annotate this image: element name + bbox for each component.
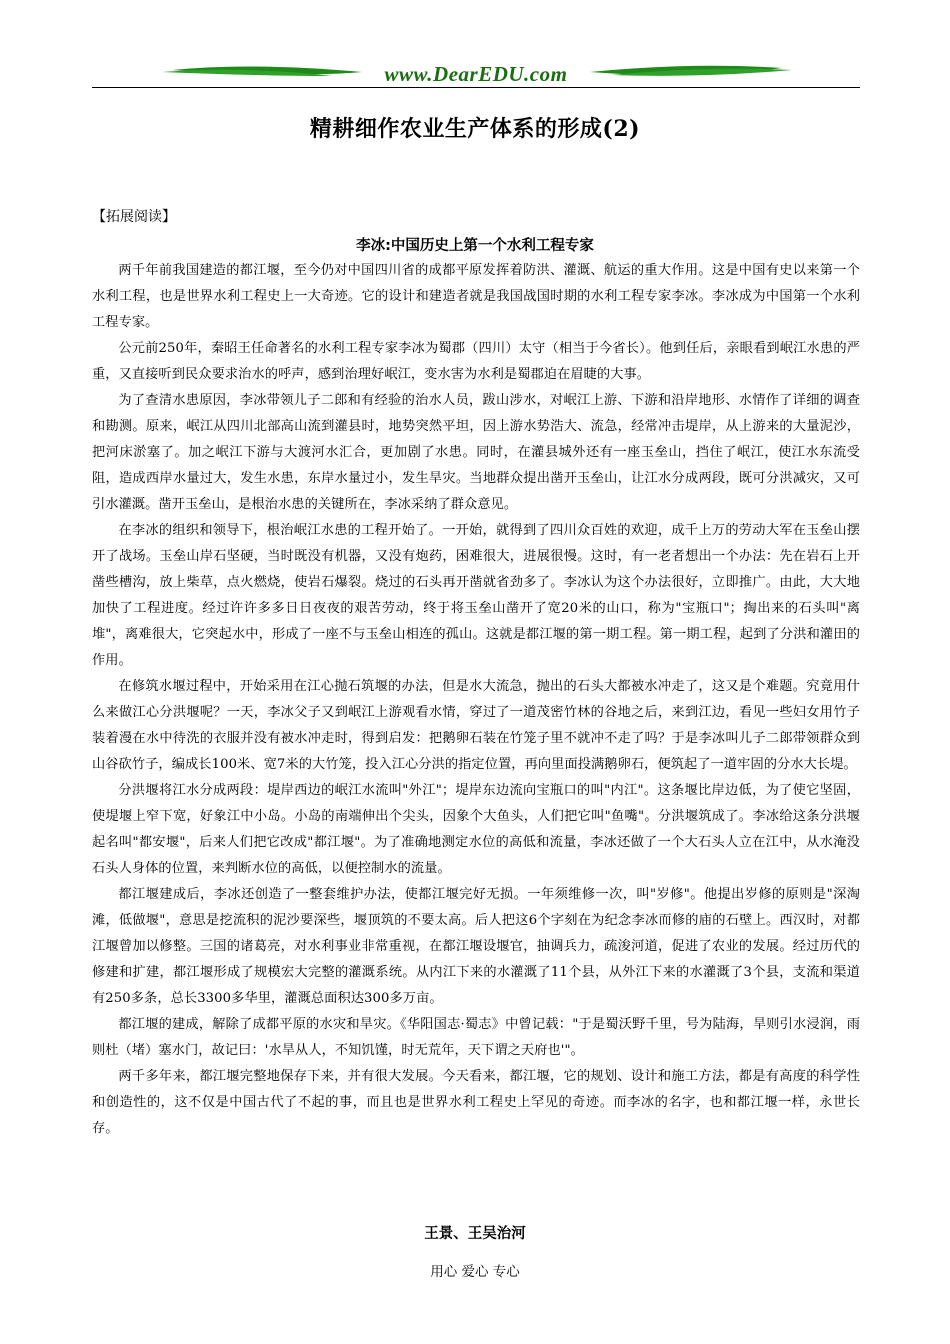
next-section-heading: 王景、王吴治河 <box>424 1226 526 1242</box>
paragraph: 为了查清水患原因，李冰带领儿子二郎和有经验的治水人员，跋山涉水，对岷江上游、下游和沿岸地形、水情作了详细的调查和勘测。原来，岷江从四川北部高山流到灌县时，地势突然平坦，因上游水势浩大、流急，经常冲击堤岸，从上游来的大量泥沙，把河床淤塞了。加之岷江下游与大渡河水汇合，更加剧了水患。同时，在灌县城外还有一座玉垒山，挡住了岷江，使江水东流受阻，造成西岸水量过大，发生水患，东岸水量过小，发生旱灾。当地群众提出凿开玉垒山，让江水分成两段，既可分洪减灾，又可引水灌溉。凿开玉垒山，是根治水患的关键所在，李冰采纳了群众意见。 <box>92 393 860 512</box>
paragraph: 两千年前我国建造的都江堰，至今仍对中国四川省的成都平原发挥着防洪、灌溉、航运的重大作用。这是中国有史以来第一个水利工程，也是世界水利工程史上一大奇迹。它的设计和建造者就是我国战国时期的水利工程专家李冰。李冰成为中国第一个水利工程专家。 <box>92 263 860 330</box>
page-footer: 用心 爱心 专心 <box>430 1264 520 1280</box>
paragraph: 两千多年来，都江堰完整地保存下来，并有很大发展。今天看来，都江堰，它的规划、设计和施工方法，都是有高度的科学性和创造性的，这不仅是中国古代了不起的事，而且也是世界水利工程史上罕见的奇迹。而李冰的名字，也和都江堰一样，永世长存。 <box>92 1069 860 1136</box>
page-header <box>92 58 860 92</box>
paragraph: 都江堰建成后，李冰还创造了一整套维护办法，使都江堰完好无损。一年须维修一次，叫"岁修"。他提出岁修的原则是"深淘滩，低做堰"，意思是挖流积的泥沙要深些，堰顶筑的不要太高。后人把这6个字刻在为纪念李冰而修的庙的石壁上。西汉时，对都江堰曾加以修整。三国的诸葛亮，对水利事业非常重视，在都江堰设堰官，抽调兵力，疏浚河道，促进了农业的发展。经过历代的修建和扩建，都江堰形成了规模宏大完整的灌溉系统。从内江下来的水灌溉了11个县，从外江下来的水灌溉了3个县，支流和渠道有250多条，总长3300多华里，灌溉总面积达300多万亩。 <box>92 887 860 1006</box>
paragraph: 分洪堰将江水分成两段：堤岸西边的岷江水流叫"外江"；堤岸东边流向宝瓶口的叫"内江"。这条堰比岸边低，为了使它坚固，使堤堰上窄下宽，好象江中小岛。小岛的南端伸出个尖头，因象个大鱼头，人们把它叫"鱼嘴"。分洪堰筑成了。李冰给这条分洪堰起名叫"都安堰"，后来人们把它改成"都江堰"。为了准确地测定水位的高低和流量，李冰还做了一个大石头人立在江中，从水淹没石头人身体的位置，来判断水位的高低，以便控制水的流量。 <box>92 783 860 876</box>
section-label: 【拓展阅读】 <box>92 209 176 225</box>
page-title: 精耕细作农业生产体系的形成(2) <box>309 116 641 142</box>
paragraph: 在修筑水堰过程中，开始采用在江心抛石筑堰的办法，但是水大流急，抛出的石头大都被水冲走了，这又是个难题。究竟用什么来做江心分洪堰呢？一天，李冰父子又到岷江上游观看水情，穿过了一道茂密竹林的谷地之后，来到江边，看见一些妇女用竹子装着漫在水中待洗的衣服并没有被水冲走时，得到启发：把鹅卵石装在竹笼子里不就冲不走了吗？于是李冰叫儿子二郎带领群众到山谷砍竹子，编成长100米、宽7米的大竹笼，投入江心分洪的指定位置，再向里面投满鹅卵石，便筑起了一道牢固的分水大长堤。 <box>92 679 860 772</box>
article-body <box>92 258 860 1142</box>
paragraph: 在李冰的组织和领导下，根治岷江水患的工程开始了。一开始，就得到了四川众百姓的欢迎，成千上万的劳动大军在玉垒山摆开了战场。玉垒山岸石坚硬，当时既没有机器，又没有炮药，困难很大，进展很慢。这时，有一老者想出一个办法：先在岩石上开凿些槽沟，放上柴草，点火燃烧，使岩石爆裂。烧过的石头再开凿就省劲多了。李冰认为这个办法很好，立即推广。由此，大大地加快了工程进度。经过许许多多日日夜夜的艰苦劳动，终于将玉垒山凿开了宽20米的山口，称为"宝瓶口"；掏出来的石头叫"离堆"，离难很大，它突起水中，形成了一座不与玉垒山相连的孤山。这就是都江堰的第一期工程。第一期工程，起到了分洪和灌田的作用。 <box>92 523 860 668</box>
article-title: 李冰:中国历史上第一个水利工程专家 <box>356 238 594 254</box>
header-divider <box>92 87 860 88</box>
paragraph: 都江堰的建成，解除了成都平原的水灾和旱灾。《华阳国志·蜀志》中曾记载："于是蜀沃野千里，号为陆海，旱则引水浸润，雨则杜（堵）塞水门，故记曰：'水旱从人，不知饥馑，时无荒年，天下谓之天府也'"。 <box>92 1017 860 1058</box>
paragraph: 公元前250年，秦昭王任命著名的水利工程专家李冰为蜀郡（四川）太守（相当于今省长）。他到任后，亲眼看到岷江水患的严重，又直接听到民众要求治水的呼声，感到治理好岷江，变水害为水利是蜀郡迫在眉睫的大事。 <box>92 341 860 382</box>
site-logo[interactable]: www.DearEDU.com <box>384 62 568 86</box>
